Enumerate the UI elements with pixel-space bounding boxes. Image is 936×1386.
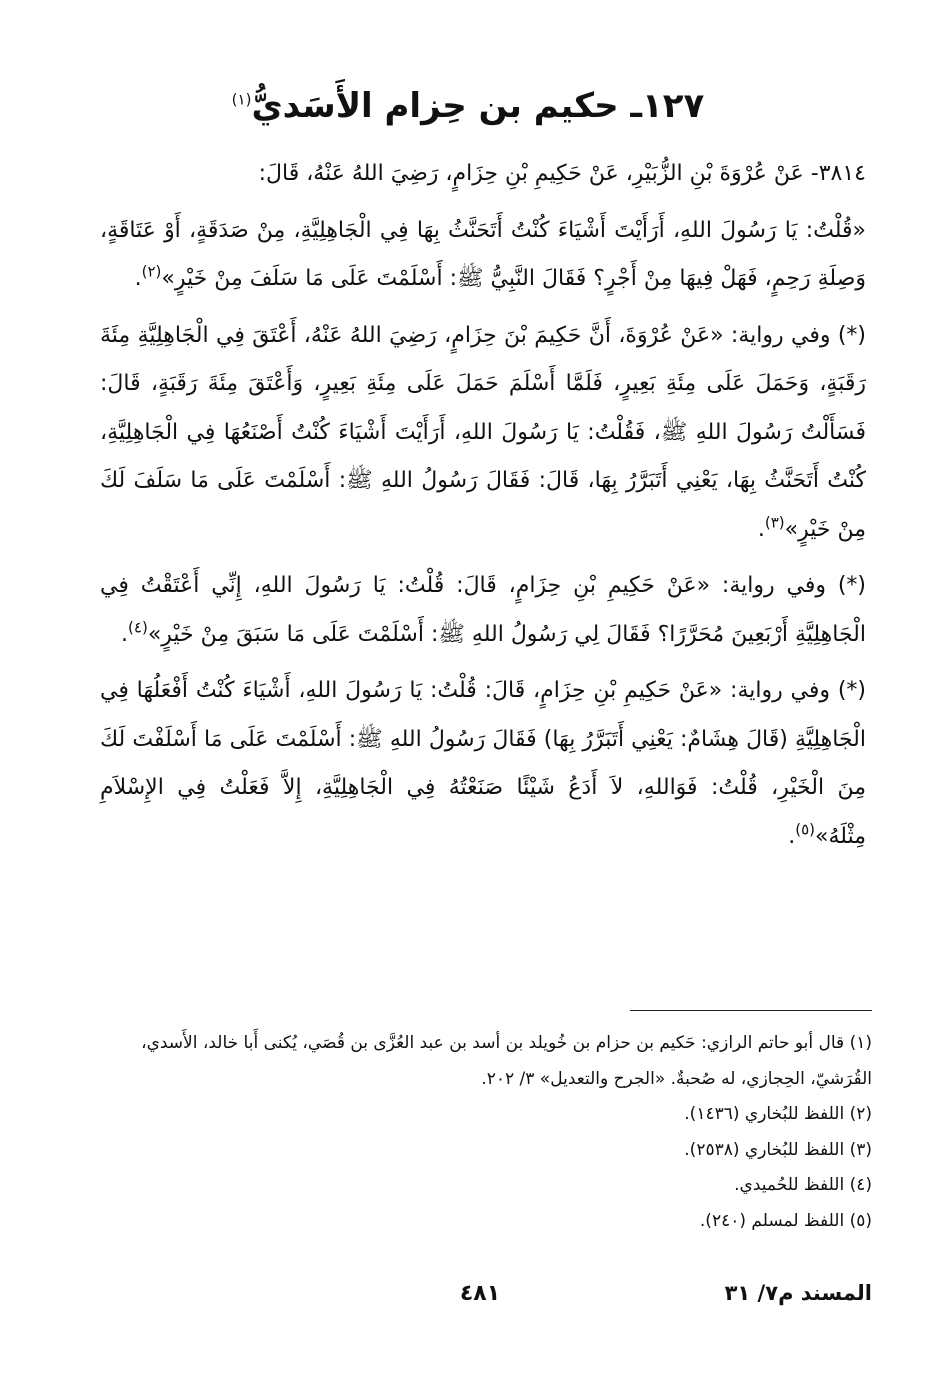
hadith-paragraph: [100, 150, 866, 199]
volume-signature: المسند م٧/ ٣١: [724, 1281, 872, 1305]
footnote-item: (٣) اللفظ للبُخاري (٢٥٣٨).: [684, 1139, 872, 1160]
footnote-item: (١) قال أبو حاتم الرازي: حَكيم بن حزام بن خُويلد بن أسد بن عبد العُزَّى بن قُصَي، يُكنى أَبا خالد، الأَسدي، القُرَشيّ، الحِجازي، له صُحبةٌ. «الجرح والتعديل» ٣/ ٢٠٢.: [141, 1033, 872, 1089]
paragraph-text: (*) وفي رواية: «عَنْ عُرْوَةَ، أَنَّ حَكِيمَ بْنَ حِزَامٍ، رَضِيَ اللهُ عَنْهُ، أَعْتَقَ فِي الْجَاهِلِيَّةِ مِئَةَ رَقَبَةٍ، وَحَمَلَ عَلَى مِئَةِ بَعِيرٍ، فَلَمَّا أَسْلَمَ حَمَلَ عَلَى مِئَةِ بَعِيرٍ، وَأَعْتَقَ مِئَةَ رَقَبَةٍ، قَالَ: فَسَأَلْتُ رَسُولَ اللهِ ﷺ، فَقُلْتُ: يَا رَسُولَ اللهِ، أَرَأَيْتَ أَشْيَاءَ كُنْتُ أَصْنَعُهَا فِي الْجَاهِلِيَّةِ، كُنْتُ أَتَحَنَّثُ بِهَا، يَعْنِي أَتَبَرَّرُ بِهَا، قَالَ: فَقَالَ رَسُولُ اللهِ ﷺ: أَسْلَمْتَ عَلَى مَا سَلَفَ لَكَ مِنْ خَيْرٍ»: [100, 322, 866, 542]
footnote-divider: [630, 1010, 872, 1011]
chapter-note-ref: (١): [231, 90, 252, 109]
hadith-body: [100, 150, 866, 869]
chapter-title: [120, 82, 816, 130]
footnotes: [100, 1026, 872, 1239]
note-ref: (٣): [764, 513, 785, 532]
hadith-paragraph: (*) وفي رواية: «عَنْ عُرْوَةَ، أَنَّ حَكِيمَ بْنَ حِزَامٍ، رَضِيَ اللهُ عَنْهُ، أَعْتَقَ فِي الْجَاهِلِيَّةِ مِئَةَ رَقَبَةٍ، وَحَمَلَ عَلَى مِئَةِ بَعِيرٍ، فَلَمَّا أَسْلَمَ حَمَلَ عَلَى مِئَةِ بَعِيرٍ، وَأَعْتَقَ مِئَةَ رَقَبَةٍ، قَالَ: فَسَأَلْتُ رَسُولَ اللهِ ﷺ، فَقُلْتُ: يَا رَسُولَ اللهِ، أَرَأَيْتَ أَشْيَاءَ كُنْتُ أَصْنَعُهَا فِي الْجَاهِلِيَّةِ، كُنْتُ أَتَحَنَّثُ بِهَا، يَعْنِي أَتَبَرَّرُ بِهَا، قَالَ: فَقَالَ رَسُولُ اللهِ ﷺ: أَسْلَمْتَ عَلَى مَا سَلَفَ لَكَ مِنْ خَيْرٍ»$^{(٣)}$.: [100, 322, 866, 542]
note-ref: (٤): [128, 618, 148, 637]
paragraph-text: (*) وفي رواية: «عَنْ حَكِيمِ بْنِ حِزَامٍ، قَالَ: قُلْتُ: يَا رَسُولَ اللهِ، أَشْيَاءَ كُنْتُ أَفْعَلُهَا فِي الْجَاهِلِيَّةِ (قَالَ هِشَامٌ: يَعْنِي أَتَبَرَّرُ بِهَا) فَقَالَ رَسُولُ اللهِ ﷺ: أَسْلَمْتَ عَلَى مَا أَسْلَفْتَ لَكَ مِنَ الْخَيْرِ، قُلْتُ: فَوَاللهِ، لاَ أَدَعُ شَيْئًا صَنَعْتُهُ فِي الْجَاهِلِيَّةِ، إِلاَّ فَعَلْتُ فِي الإِسْلاَمِ مِثْلَهُ»: [100, 678, 866, 849]
note-ref: (٥): [795, 820, 816, 839]
hadith-paragraph: «قُلْتُ: يَا رَسُولَ اللهِ، أَرَأَيْتَ أَشْيَاءَ كُنْتُ أَتَحَنَّثُ بِهَا فِي الْجَاهِلِيَّةِ، مِنْ صَدَقَةٍ، أَوْ عَتَاقَةٍ، وَصِلَةِ رَحِمٍ، فَهَلْ فِيهَا مِنْ أَجْرٍ؟ فَقَالَ النَّبِيُّ ﷺ: أَسْلَمْتَ عَلَى مَا سَلَفَ مِنْ خَيْرٍ»$^{(٢)}$.: [100, 217, 866, 291]
hadith-paragraph: (*) وفي رواية: «عَنْ حَكِيمِ بْنِ حِزَامٍ، قَالَ: قُلْتُ: يَا رَسُولَ اللهِ، أَشْيَاءَ كُنْتُ أَفْعَلُهَا فِي الْجَاهِلِيَّةِ (قَالَ هِشَامٌ: يَعْنِي أَتَبَرَّرُ بِهَا) فَقَالَ رَسُولُ اللهِ ﷺ: أَسْلَمْتَ عَلَى مَا أَسْلَفْتَ لَكَ مِنَ الْخَيْرِ، قُلْتُ: فَوَاللهِ، لاَ أَدَعُ شَيْئًا صَنَعْتُهُ فِي الْجَاهِلِيَّةِ، إِلاَّ فَعَلْتُ فِي الإِسْلاَمِ مِثْلَهُ»$^{(٥)}$.: [100, 678, 866, 849]
page-number: ٤٨١: [459, 1281, 501, 1306]
hadith-paragraph: (*) وفي رواية: «عَنْ حَكِيمِ بْنِ حِزَامٍ، قَالَ: قُلْتُ: يَا رَسُولَ اللهِ، إِنِّي أَعْتَقْتُ فِي الْجَاهِلِيَّةِ أَرْبَعِينَ مُحَرَّرًا؟ فَقَالَ لِي رَسُولُ اللهِ ﷺ: أَسْلَمْتَ عَلَى مَا سَبَقَ مِنْ خَيْرٍ»$^{(٤)}$.: [100, 573, 866, 647]
footnote-item: (٥) اللفظ لمسلم (٢٤٠).: [699, 1210, 872, 1231]
paragraph-text: ٣٨١٤- عَنْ عُرْوَةَ بْنِ الزُّبَيْرِ، عَنْ حَكِيمِ بْنِ حِزَامٍ، رَضِيَ اللهُ عَنْهُ، قَالَ:: [258, 161, 866, 186]
paragraph-text: (*) وفي رواية: «عَنْ حَكِيمِ بْنِ حِزَامٍ، قَالَ: قُلْتُ: يَا رَسُولَ اللهِ، إِنِّي أَعْتَقْتُ فِي الْجَاهِلِيَّةِ أَرْبَعِينَ مُحَرَّرًا؟ فَقَالَ لِي رَسُولُ اللهِ ﷺ: أَسْلَمْتَ عَلَى مَا سَبَقَ مِنْ خَيْرٍ»: [100, 573, 866, 647]
note-ref: (٢): [141, 262, 162, 281]
chapter-title-text: ١٢٧ـ حكيم بن حِزام الأَسَديُّ: [251, 86, 705, 126]
paragraph-text: «قُلْتُ: يَا رَسُولَ اللهِ، أَرَأَيْتَ أَشْيَاءَ كُنْتُ أَتَحَنَّثُ بِهَا فِي الْجَاهِلِيَّةِ، مِنْ صَدَقَةٍ، أَوْ عَتَاقَةٍ، وَصِلَةِ رَحِمٍ، فَهَلْ فِيهَا مِنْ أَجْرٍ؟ فَقَالَ النَّبِيُّ ﷺ: أَسْلَمْتَ عَلَى مَا سَلَفَ مِنْ خَيْرٍ»: [100, 217, 866, 291]
footnote-item: (٤) اللفظ للحُميدي.: [734, 1175, 872, 1195]
footnote-item: (٢) اللفظ للبُخاري (١٤٣٦).: [684, 1104, 872, 1124]
